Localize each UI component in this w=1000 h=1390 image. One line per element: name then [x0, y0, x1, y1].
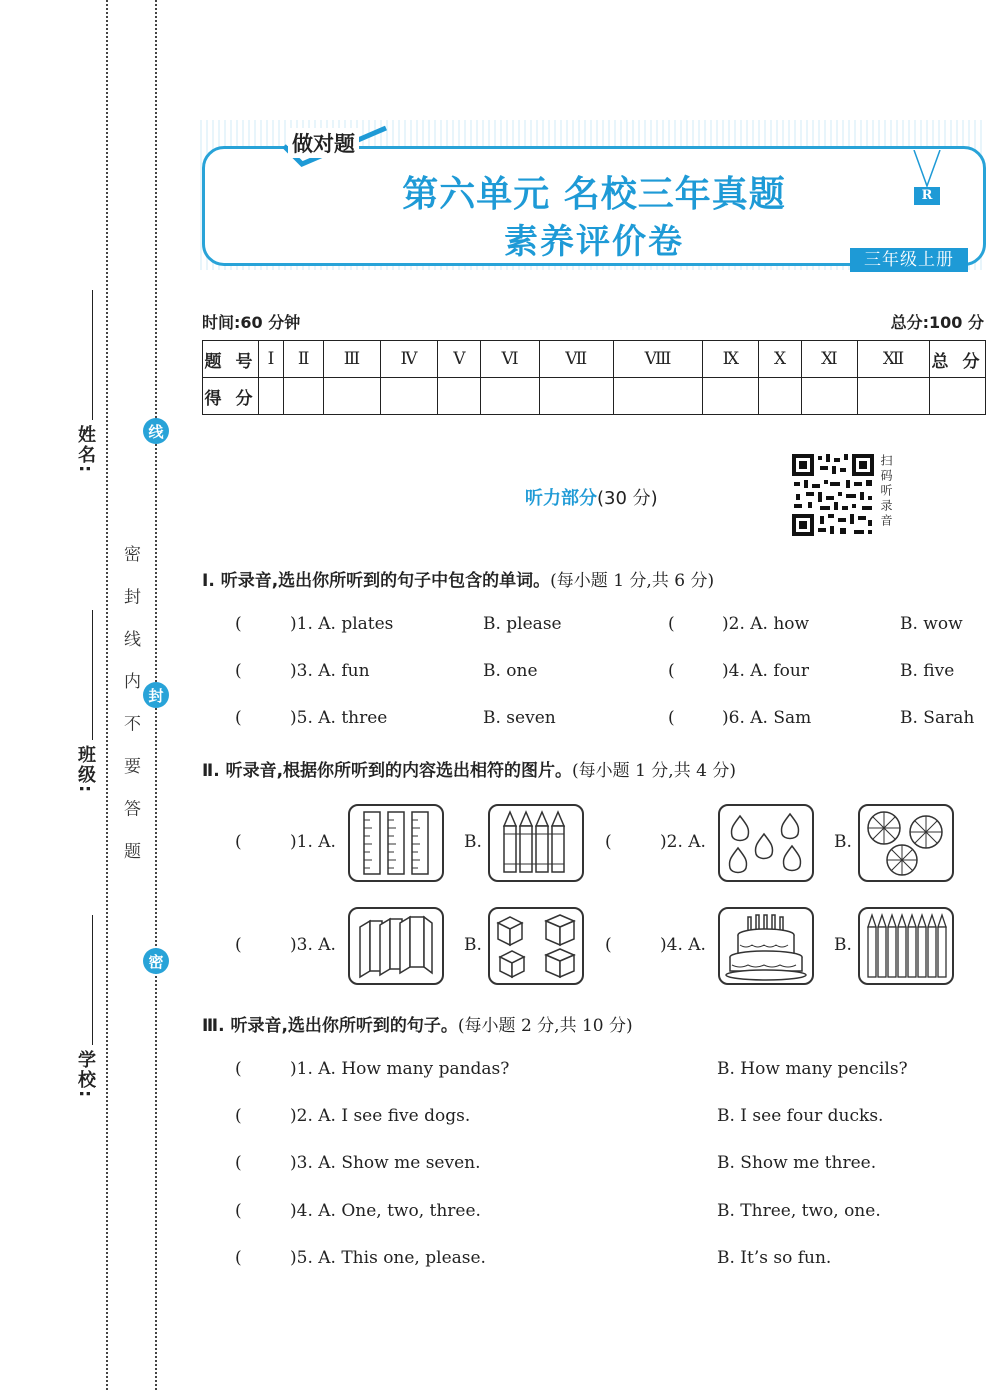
sentence-4-option-a: )4. A. One, two, three. [290, 1201, 481, 1221]
section-3-title: Ⅲ. 听录音,选出你所听到的句子。 [202, 1016, 458, 1036]
answer-paren[interactable]: ( [235, 1153, 242, 1173]
picture-question-4-b: B. [834, 935, 852, 955]
col-7: Ⅶ [539, 341, 613, 378]
picture-question-2-b: B. [834, 832, 852, 852]
grade-label: 三年级上册 [850, 248, 968, 272]
answer-paren[interactable]: ( [668, 708, 675, 728]
score-cell[interactable] [380, 378, 438, 415]
oranges-picture[interactable] [858, 804, 954, 882]
seal-notice: 密 封 线 内 不 要 答 题 [120, 545, 140, 869]
question-3-option-b: B. one [483, 661, 538, 681]
answer-paren[interactable]: ( [605, 935, 612, 955]
section-1-note: (每小题 1 分,共 6 分) [550, 571, 715, 591]
pears-picture[interactable] [718, 804, 814, 882]
brand-tag: 做对题 [288, 128, 359, 158]
pencils-picture[interactable] [858, 907, 954, 985]
question-4-option-b: B. five [900, 661, 955, 681]
class-field[interactable] [92, 610, 93, 740]
score-cell[interactable] [438, 378, 481, 415]
col-10: Ⅹ [759, 341, 801, 378]
section-3-note: (每小题 2 分,共 10 分) [457, 1016, 633, 1036]
school-field[interactable] [92, 915, 93, 1045]
qr-code-icon[interactable] [790, 452, 876, 538]
answer-paren[interactable]: ( [235, 661, 242, 681]
score-cell[interactable] [703, 378, 759, 415]
seal-line-mark: 线 [143, 418, 169, 444]
picture-question-4-a: )4. A. [660, 935, 706, 955]
answer-paren[interactable]: ( [235, 1106, 242, 1126]
class-label: 班级: [75, 745, 96, 795]
listening-heading [525, 484, 658, 510]
col-3: Ⅲ [324, 341, 380, 378]
answer-paren[interactable]: ( [235, 708, 242, 728]
score-cell[interactable] [259, 378, 284, 415]
picture-question-1-a: )1. A. [290, 832, 336, 852]
school-label: 学校: [75, 1050, 96, 1100]
answer-paren[interactable]: ( [235, 1248, 242, 1268]
answer-paren[interactable]: ( [235, 614, 242, 634]
col-5: Ⅴ [438, 341, 481, 378]
seal-seal-mark: 封 [143, 682, 169, 708]
question-number-row [203, 341, 986, 378]
question-6-option-a: )6. A. Sam [722, 708, 812, 728]
time-info: 时间:60 分钟 [202, 313, 301, 332]
answer-paren[interactable]: ( [235, 1201, 242, 1221]
col-6: Ⅵ [481, 341, 539, 378]
question-5-option-b: B. seven [483, 708, 556, 728]
question-3-option-a: )3. A. fun [290, 661, 370, 681]
answer-paren[interactable]: ( [235, 1059, 242, 1079]
sentence-3-option-b: B. Show me three. [717, 1153, 877, 1173]
score-cell[interactable] [539, 378, 613, 415]
total-score-info: 总分:100 分 [890, 313, 984, 332]
score-row [203, 378, 986, 415]
sentence-2-option-b: B. I see four ducks. [717, 1106, 884, 1126]
sentence-4-option-b: B. Three, two, one. [717, 1201, 881, 1221]
answer-paren[interactable]: ( [235, 832, 242, 852]
answer-paren[interactable]: ( [605, 832, 612, 852]
listening-title: 听力部分 [525, 488, 597, 509]
edition-badge: R [914, 187, 940, 205]
score-table [202, 340, 986, 415]
name-label: 姓名: [75, 425, 96, 475]
col-2: Ⅱ [283, 341, 324, 378]
section-1-title: Ⅰ. 听录音,选出你所听到的句子中包含的单词。 [202, 571, 551, 591]
score-cell[interactable] [481, 378, 539, 415]
picture-question-3-a: )3. A. [290, 935, 336, 955]
col-4: Ⅳ [380, 341, 438, 378]
sentence-2-option-a: )2. A. I see five dogs. [290, 1106, 471, 1126]
page-subtitle: 素养评价卷 [504, 222, 684, 262]
section-3-heading [202, 1011, 633, 1036]
score-cell[interactable] [759, 378, 801, 415]
sentence-5-option-a: )5. A. This one, please. [290, 1248, 486, 1268]
answer-paren[interactable]: ( [235, 935, 242, 955]
score-cell[interactable] [283, 378, 324, 415]
rulers-picture[interactable] [348, 804, 444, 882]
score-cell[interactable] [801, 378, 857, 415]
section-1-heading [202, 566, 714, 591]
badge-ribbon-icon [910, 150, 944, 190]
score-cell[interactable] [857, 378, 929, 415]
row-label-question: 题 号 [203, 341, 259, 378]
question-4-option-a: )4. A. four [722, 661, 809, 681]
question-1-option-b: B. please [483, 614, 562, 634]
score-cell[interactable] [324, 378, 380, 415]
col-8: Ⅷ [613, 341, 703, 378]
col-12: Ⅻ [857, 341, 929, 378]
books-picture[interactable] [348, 907, 444, 985]
sentence-3-option-a: )3. A. Show me seven. [290, 1153, 481, 1173]
score-cell-total[interactable] [930, 378, 986, 415]
picture-question-1-b: B. [464, 832, 482, 852]
question-1-option-a: )1. A. plates [290, 614, 394, 634]
sentence-5-option-b: B. It’s so fun. [717, 1248, 832, 1268]
answer-paren[interactable]: ( [668, 614, 675, 634]
listening-points: (30 分) [597, 488, 658, 509]
section-2-heading [202, 756, 736, 781]
score-cell[interactable] [613, 378, 703, 415]
picture-question-3-b: B. [464, 935, 482, 955]
binding-dotted-line-outer [106, 0, 108, 1390]
col-1: Ⅰ [259, 341, 284, 378]
sentence-1-option-a: )1. A. How many pandas? [290, 1059, 510, 1079]
birthday-cake-picture[interactable] [718, 907, 814, 985]
page-title: 第六单元 名校三年真题 [402, 174, 786, 215]
section-2-title: Ⅱ. 听录音,根据你所听到的内容选出相符的图片。 [202, 761, 573, 781]
col-9: Ⅸ [703, 341, 759, 378]
question-6-option-b: B. Sarah [900, 708, 975, 728]
col-11: Ⅺ [801, 341, 857, 378]
seal-secret-mark: 密 [143, 948, 169, 974]
name-field[interactable] [92, 290, 93, 420]
row-label-score: 得 分 [203, 378, 259, 415]
answer-paren[interactable]: ( [668, 661, 675, 681]
question-5-option-a: )5. A. three [290, 708, 388, 728]
picture-question-2-a: )2. A. [660, 832, 706, 852]
section-2-note: (每小题 1 分,共 4 分) [572, 761, 736, 781]
col-total: 总 分 [930, 341, 986, 378]
sentence-1-option-b: B. How many pencils? [717, 1059, 908, 1079]
question-2-option-a: )2. A. how [722, 614, 810, 634]
question-2-option-b: B. wow [900, 614, 963, 634]
boxes-picture[interactable] [488, 907, 584, 985]
crayons-picture[interactable] [488, 804, 584, 882]
qr-caption: 扫码听录音 [879, 454, 893, 529]
